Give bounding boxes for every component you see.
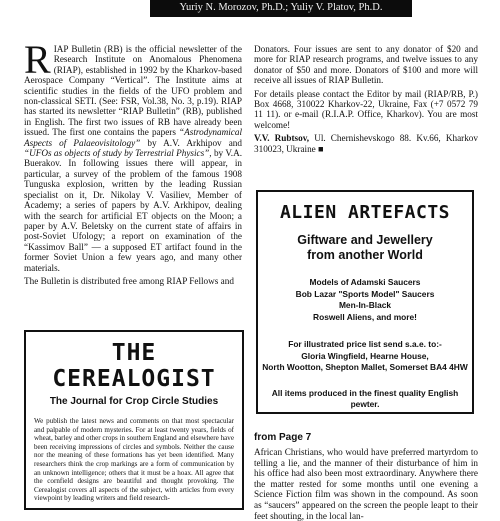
article-right-column <box>254 44 478 157</box>
ad-subtitle-line: from another World <box>307 248 423 262</box>
ad-price-line: Gloria Wingfield, Hearne House, <box>301 350 429 361</box>
ad-price-list <box>258 339 472 374</box>
ad-title: ALIEN ARTEFACTS <box>279 202 451 223</box>
cerealogist-title: THE CEREALOGIST <box>52 340 216 392</box>
ad-model-item: Roswell Aliens, and more! <box>313 311 417 322</box>
header-authors: Yuriy N. Morozov, Ph.D.; Yuliy V. Platov, Ph.D. <box>179 2 383 13</box>
donators-paragraph: Donators. Four issues are sent to any donator of $20 and more for RIAP research programs, and twelve issues to any donator of $50 and more. Donators of $100 and more will receive all issues of RIAP Bulletin. <box>254 44 478 86</box>
contact-paragraph: For details please contact the Editor by mail (RIAP/RB, P.) Box 4668, 310022 Kharkov-22, Ukraine, Fax (+7 0572 79 11 11). or e-mail (R.I.A.P. Office, Kharkov). You are most welcome! <box>254 88 478 130</box>
cerealogist-subtitle: The Journal for Crop Circle Studies <box>49 396 219 407</box>
ad-price-line: For illustrated price list send s.a.e. to:- <box>288 339 442 349</box>
ad-subtitle <box>258 233 472 263</box>
cerealogist-ad <box>24 330 244 510</box>
article-intro-paragraph <box>24 37 243 273</box>
editor-address: Ul. Chernishevskogo 88. Kv.66, Kharkov 310023, Ukraine ■ <box>254 133 478 154</box>
distribution-paragraph: The Bulletin is distributed free among RIAP Fellows and <box>24 275 234 286</box>
ad-subtitle-line: Giftware and Jewellery <box>297 233 433 247</box>
ad-items-line: All items produced in the finest quality English <box>271 387 459 398</box>
ad-models-list <box>258 277 472 323</box>
header-bar <box>150 0 412 17</box>
paper-title-2: “UFOs as objects of study by Terrestrial Physics”, <box>24 148 212 159</box>
ad-model-item: Men-In-Black <box>338 300 392 310</box>
intro-text: IAP Bulletin (RB) is the official newsletter of the Research Institute on Anomalous Phenomena (RIAP), established in 1992 by the Kharkov-based Aerospace Company “Vertical”. The Institute aims at scientific studies in the fields of the UFO problem and non-classical SETI. (See: FSR, Vol.38, No. 3, p.19). RIAP has started its newsletter “RIAP Bulletin” (RB), published in English. The first two issues of RB have already been issued. The first one contains the papers <box>24 44 242 138</box>
continued-article <box>254 432 478 521</box>
cerealogist-body: We publish the latest news and comments on that most spectacular and palpable of modern mysteries. For at least twenty years, fields of wheat, barley and other crops in southern England and elsewhere have been receiving impressions of circles and symbols. Neither the cause nor the meaning of these formations has yet been identified. Many researchers think the crop markings are a form of communication by an unknown intelligence; others that it must be a hoax. All agree that the cornfield designs are beautiful and thought provoking. The Cerealogist covers all aspects of the subject, with articles from every viewpoint by leading writers and field research- <box>34 417 234 503</box>
editor-name: V.V. Rubtsov, <box>254 133 310 144</box>
ad-price-line: North Wootton, Shepton Mallet, Somerset BA4 4HW <box>262 362 468 372</box>
article-left-column <box>24 37 243 289</box>
editor-signature <box>254 133 478 154</box>
intro-text-end: by V.A. Buerakov. In following issues there will appear, in particular, a survey of the problem of the famous 1908 Tunguska explosion, written by the leading Russian specialist on it, Dr. Nikolay V. Vasiliev, Member of Academy; a series of papers by A.V. Arkhipov, dealing with the search for artificial ET objects on the Moon; a paper by A.V. Beletsky on the current state of affairs in post-Soviet Ufology; a report on examination of the “Kassimov Ball” — a supposed ET artifact found in the former Soviet Union a few years ago, and many other materials. <box>24 148 243 273</box>
ad-model-item: Bob Lazar "Sports Model" Saucers <box>295 288 435 299</box>
paper-title-1: “Astrodynamical Aspects of Palaeovisitology” <box>24 127 242 148</box>
drop-cap: R <box>24 37 51 82</box>
continued-heading: from Page 7 <box>254 432 312 443</box>
intro-text-mid: by A.V. Arkhipov and <box>147 137 242 148</box>
ad-items-line: pewter. <box>350 399 380 409</box>
ad-model-item: Models of Adamski Saucers <box>309 277 421 287</box>
ad-items-note <box>258 388 472 411</box>
alien-artefacts-ad <box>256 190 474 414</box>
continued-body: African Christians, who would have preferred martyrdom to telling a lie, and the manner of their disturbance of him in his office had also been most extraordinary. Anywhere there the matter rested for some months until one evening a Science Fiction film was shown in the compound. As soon as “saucers” appeared on the screen the people leapt to their feet shouting, in the local lan- <box>254 447 478 521</box>
